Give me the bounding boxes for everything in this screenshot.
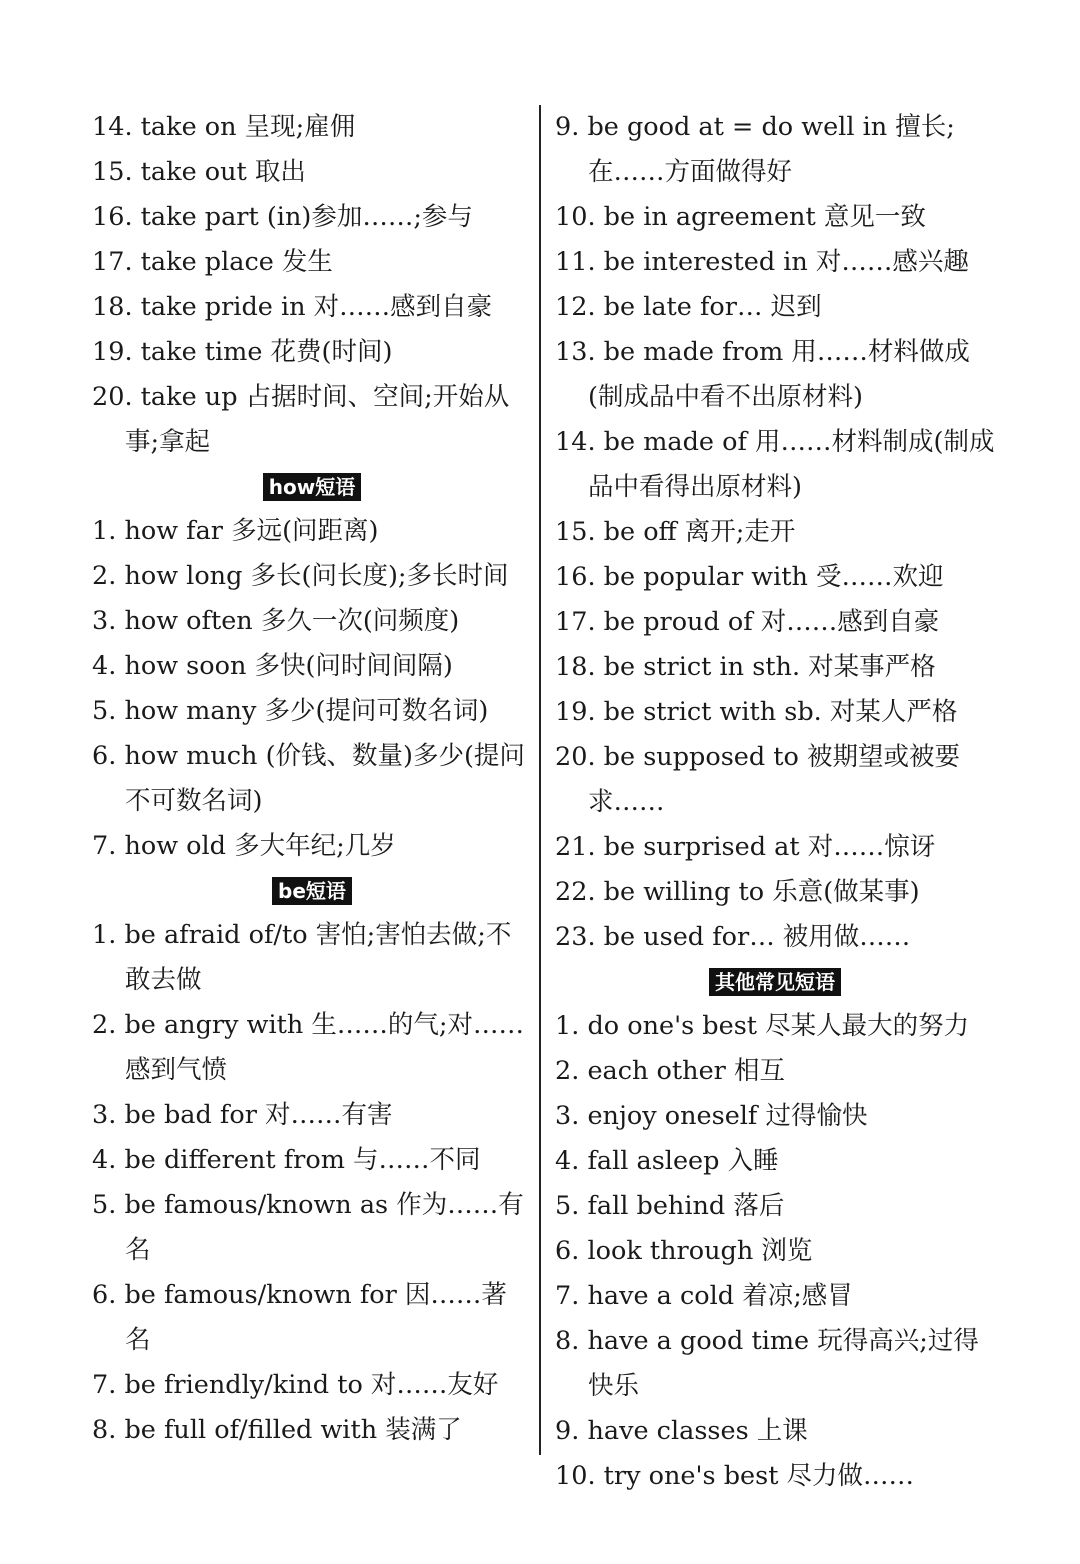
phrase-text: be famous/known as 作为……有名	[124, 1190, 524, 1265]
phrase-item	[92, 1363, 532, 1408]
phrase-text: do one's best 尽某人最大的努力	[587, 1011, 970, 1041]
phrase-item	[555, 555, 995, 600]
phrase-item	[555, 645, 995, 690]
right-column	[555, 105, 995, 1499]
phrase-number: 15.	[92, 157, 133, 187]
phrase-item	[555, 105, 995, 195]
phrase-item	[555, 825, 995, 870]
phrase-text: be willing to 乐意(做某事)	[603, 877, 920, 907]
phrase-item	[555, 285, 995, 330]
phrase-item	[92, 509, 532, 554]
phrase-item	[555, 330, 995, 420]
phrase-item	[555, 915, 995, 960]
phrase-item	[92, 195, 532, 240]
phrase-text: be interested in 对……感兴趣	[603, 247, 969, 277]
phrase-number: 23.	[555, 922, 596, 952]
phrase-text: be full of/filled with 装满了	[124, 1415, 462, 1445]
phrase-number: 1.	[92, 516, 117, 546]
section-header-label: how短语	[263, 473, 361, 501]
phrase-item	[92, 689, 532, 734]
phrase-text: have a cold 着凉;感冒	[587, 1281, 853, 1311]
phrase-number: 19.	[92, 337, 133, 367]
phrase-item	[555, 1229, 995, 1274]
phrase-text: be different from 与……不同	[124, 1145, 481, 1175]
phrase-item	[555, 240, 995, 285]
section-header-label: be短语	[272, 877, 352, 905]
phrase-text: take pride in 对……感到自豪	[140, 292, 493, 322]
phrase-text: enjoy oneself 过得愉快	[587, 1101, 868, 1131]
phrase-number: 15.	[555, 517, 596, 547]
phrase-number: 4.	[92, 651, 117, 681]
phrase-text: be good at = do well in 擅长;在……方面做得好	[587, 112, 955, 187]
phrase-item	[555, 735, 995, 825]
phrase-text: fall behind 落后	[587, 1191, 785, 1221]
phrase-number: 14.	[92, 112, 133, 142]
phrase-text: fall asleep 入睡	[587, 1146, 779, 1176]
phrase-number: 19.	[555, 697, 596, 727]
phrase-text: how much (价钱、数量)多少(提问不可数名词)	[124, 741, 525, 816]
phrase-text: take up 占据时间、空间;开始从事;拿起	[125, 382, 510, 457]
phrase-item	[555, 1319, 995, 1409]
phrase-number: 17.	[555, 607, 596, 637]
phrase-text: be strict with sb. 对某人严格	[603, 697, 958, 727]
phrase-item	[92, 285, 532, 330]
phrase-number: 1.	[555, 1011, 580, 1041]
section-header	[92, 869, 532, 913]
phrase-item	[555, 690, 995, 735]
phrase-number: 2.	[92, 1010, 117, 1040]
phrase-item	[555, 510, 995, 555]
phrase-item	[555, 870, 995, 915]
phrase-item	[92, 1093, 532, 1138]
phrase-number: 8.	[92, 1415, 117, 1445]
phrase-text: how long 多长(问长度);多长时间	[124, 561, 509, 591]
phrase-item	[92, 1003, 532, 1093]
phrase-item	[555, 1049, 995, 1094]
phrase-number: 6.	[555, 1236, 580, 1266]
phrase-number: 17.	[92, 247, 133, 277]
phrase-number: 13.	[555, 337, 596, 367]
phrase-text: take on 呈现;雇佣	[140, 112, 356, 142]
phrase-number: 11.	[555, 247, 596, 277]
phrase-number: 16.	[92, 202, 133, 232]
phrase-text: how many 多少(提问可数名词)	[124, 696, 489, 726]
phrase-number: 5.	[92, 696, 117, 726]
phrase-text: be angry with 生……的气;对……感到气愤	[124, 1010, 524, 1085]
phrase-text: be in agreement 意见一致	[603, 202, 926, 232]
phrase-text: be proud of 对……感到自豪	[603, 607, 940, 637]
phrase-item	[92, 913, 532, 1003]
phrase-item	[92, 330, 532, 375]
phrase-item	[555, 1184, 995, 1229]
phrase-number: 5.	[555, 1191, 580, 1221]
phrase-text: each other 相互	[587, 1056, 785, 1086]
phrase-text: be afraid of/to 害怕;害怕去做;不敢去做	[124, 920, 512, 995]
phrase-number: 2.	[92, 561, 117, 591]
phrase-item	[92, 1408, 532, 1453]
section-header-label: 其他常见短语	[709, 968, 841, 996]
phrase-number: 10.	[555, 202, 596, 232]
section-header	[555, 960, 995, 1004]
phrase-text: take time 花费(时间)	[140, 337, 393, 367]
phrase-item	[92, 1183, 532, 1273]
phrase-item	[555, 1274, 995, 1319]
phrase-item	[92, 644, 532, 689]
phrase-item	[555, 1004, 995, 1049]
phrase-number: 22.	[555, 877, 596, 907]
phrase-text: be off 离开;走开	[603, 517, 796, 547]
phrase-item	[92, 150, 532, 195]
phrase-number: 4.	[92, 1145, 117, 1175]
phrase-item	[555, 420, 995, 510]
phrase-number: 4.	[555, 1146, 580, 1176]
phrase-item	[92, 824, 532, 869]
phrase-number: 16.	[555, 562, 596, 592]
phrase-text: be made from 用……材料做成(制成品中看不出原材料)	[588, 337, 970, 412]
phrase-number: 21.	[555, 832, 596, 862]
phrase-number: 3.	[92, 606, 117, 636]
phrase-number: 7.	[555, 1281, 580, 1311]
phrase-number: 1.	[92, 920, 117, 950]
phrase-number: 12.	[555, 292, 596, 322]
phrase-text: be popular with 受……欢迎	[603, 562, 944, 592]
phrase-number: 7.	[92, 1370, 117, 1400]
phrase-item	[555, 1094, 995, 1139]
phrase-text: be made of 用……材料制成(制成品中看得出原材料)	[588, 427, 995, 502]
phrase-number: 3.	[555, 1101, 580, 1131]
left-column	[92, 105, 532, 1453]
phrase-item	[555, 1454, 995, 1499]
phrase-text: take out 取出	[140, 157, 306, 187]
phrase-text: how far 多远(问距离)	[124, 516, 379, 546]
phrase-item	[92, 1273, 532, 1363]
phrase-number: 10.	[555, 1461, 596, 1491]
phrase-item	[92, 105, 532, 150]
phrase-number: 3.	[92, 1100, 117, 1130]
phrase-number: 20.	[555, 742, 596, 772]
phrase-text: have a good time 玩得高兴;过得快乐	[587, 1326, 979, 1401]
column-divider	[539, 105, 541, 1455]
phrase-text: be friendly/kind to 对……友好	[124, 1370, 499, 1400]
phrase-text: be strict in sth. 对某事严格	[603, 652, 936, 682]
phrase-number: 20.	[92, 382, 133, 412]
phrase-number: 18.	[555, 652, 596, 682]
phrase-text: take place 发生	[140, 247, 333, 277]
phrase-item	[92, 554, 532, 599]
phrase-text: be bad for 对……有害	[124, 1100, 393, 1130]
phrase-item	[92, 734, 532, 824]
phrase-text: be famous/known for 因……著名	[124, 1280, 507, 1355]
phrase-item	[92, 240, 532, 285]
phrase-number: 8.	[555, 1326, 580, 1356]
phrase-text: try one's best 尽力做……	[603, 1461, 915, 1491]
phrase-item	[555, 600, 995, 645]
phrase-text: how old 多大年纪;几岁	[124, 831, 396, 861]
phrase-number: 9.	[555, 1416, 580, 1446]
phrase-item	[555, 195, 995, 240]
phrase-text: take part (in)参加……;参与	[140, 202, 473, 232]
phrase-text: how soon 多快(问时间间隔)	[124, 651, 453, 681]
phrase-number: 2.	[555, 1056, 580, 1086]
section-header	[92, 465, 532, 509]
phrase-number: 7.	[92, 831, 117, 861]
phrase-text: have classes 上课	[587, 1416, 808, 1446]
phrase-text: be used for… 被用做……	[603, 922, 911, 952]
phrase-number: 18.	[92, 292, 133, 322]
phrase-item	[92, 599, 532, 644]
phrase-number: 5.	[92, 1190, 117, 1220]
phrase-item	[555, 1409, 995, 1454]
phrase-number: 6.	[92, 1280, 117, 1310]
phrase-item	[92, 1138, 532, 1183]
phrase-number: 9.	[555, 112, 580, 142]
phrase-text: be late for… 迟到	[603, 292, 822, 322]
phrase-text: look through 浏览	[587, 1236, 813, 1266]
phrase-item	[555, 1139, 995, 1184]
phrase-text: be supposed to 被期望或被要求……	[588, 742, 961, 817]
phrase-number: 6.	[92, 741, 117, 771]
phrase-item	[92, 375, 532, 465]
phrase-text: be surprised at 对……惊讶	[603, 832, 936, 862]
phrase-number: 14.	[555, 427, 596, 457]
phrase-text: how often 多久一次(问频度)	[124, 606, 460, 636]
